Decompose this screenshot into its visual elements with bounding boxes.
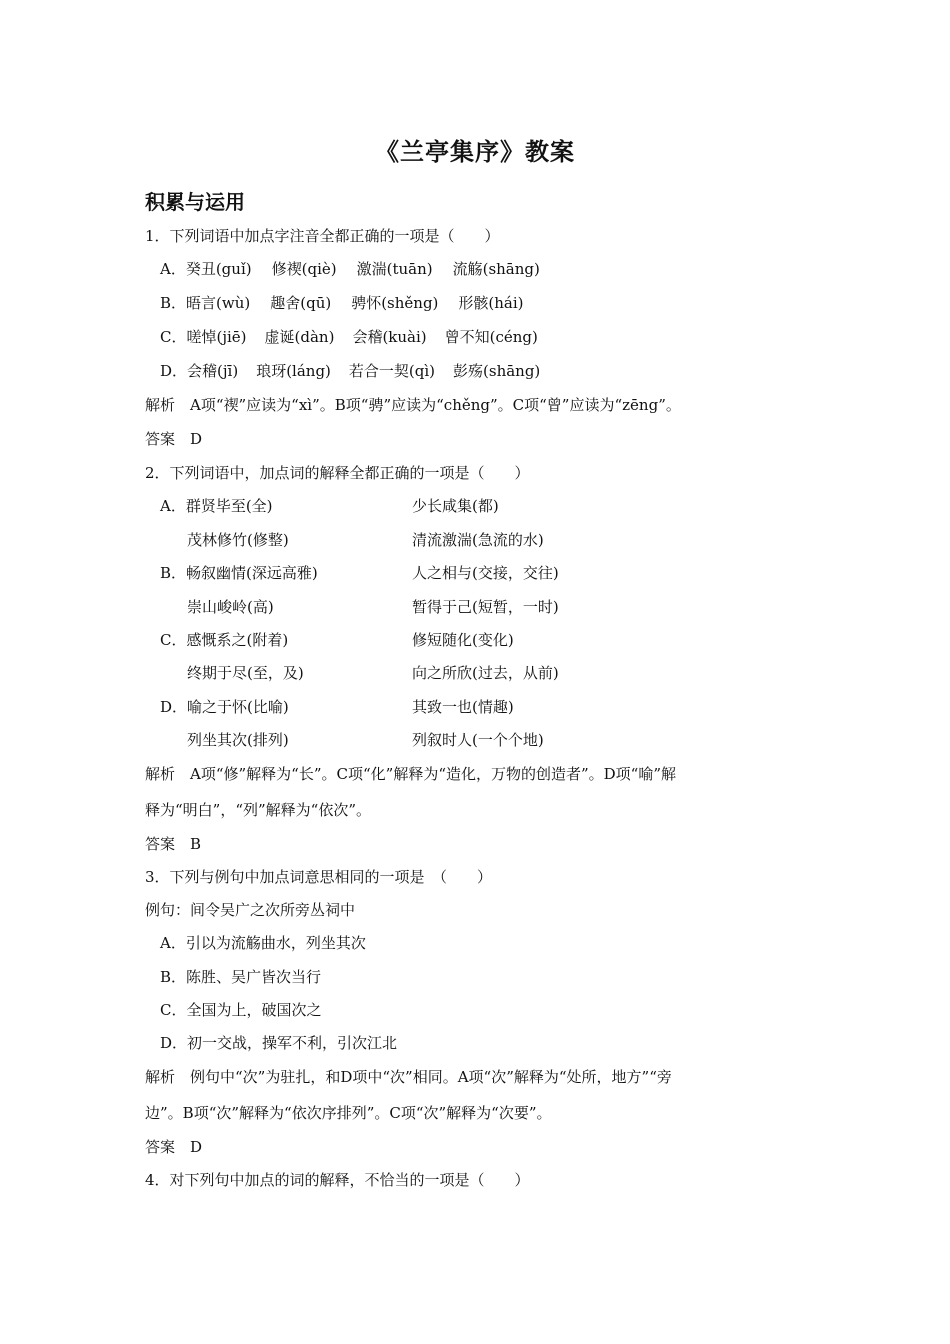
q4-stem: 4．对下列句中加点的词的解释，不恰当的一项是（ ） <box>145 1171 530 1189</box>
q2-d-right: 其致一也(情趣) <box>412 698 514 716</box>
document-title: 《兰亭集序》教案 <box>375 138 575 166</box>
q1-stem: 1．下列词语中加点字注音全都正确的一项是（ ） <box>145 227 500 245</box>
q1-analysis: 解析 A项“禊”应读为“xì”。B项“骋”应读为“chěng”。C项“曾”应读为“zēng”。 <box>145 396 681 414</box>
q2-analysis-line1: 解析 A项“修”解释为“长”。C项“化”解释为“造化，万物的创造者”。D项“喻”解 <box>145 765 677 783</box>
q2-c2-right: 向之所欣(过去，从前) <box>412 664 559 682</box>
q1-option-a: A．癸丑(guǐ) 修禊(qiè) 激湍(tuān) 流觞(shāng) <box>160 260 540 278</box>
q3-option-c: C．全国为上，破国次之 <box>160 1001 322 1019</box>
q2-c-left: C．感慨系之(附着) <box>160 631 289 649</box>
section-heading: 积累与运用 <box>145 190 245 214</box>
q2-stem: 2．下列词语中，加点词的解释全都正确的一项是（ ） <box>145 464 530 482</box>
q3-analysis-line2: 边”。B项“次”解释为“依次序排列”。C项“次”解释为“次要”。 <box>145 1104 552 1122</box>
q2-a2-left: 茂林修竹(修整) <box>187 531 289 549</box>
q2-a2-right: 清流激湍(急流的水) <box>412 531 544 549</box>
q2-d2-right: 列叙时人(一个个地) <box>412 731 544 749</box>
q1-option-d: D．会稽(jī) 琅玡(láng) 若合一契(qì) 彭殇(shāng) <box>160 362 541 380</box>
q2-analysis-line2: 释为“明白”，“列”解释为“依次”。 <box>145 801 372 819</box>
q1-answer: 答案 D <box>145 430 203 448</box>
q2-b-right: 人之相与(交接，交往) <box>412 564 559 582</box>
q2-b2-right: 暂得于己(短暂，一时) <box>412 598 559 616</box>
q2-b-left: B．畅叙幽情(深远高雅) <box>160 564 318 582</box>
q3-option-b: B．陈胜、吴广皆次当行 <box>160 968 322 986</box>
q2-d2-left: 列坐其次(排列) <box>187 731 289 749</box>
q1-option-b: B．晤言(wù) 趣舍(qū) 骋怀(shěng) 形骸(hái) <box>160 294 524 312</box>
q2-a-right: 少长咸集(都) <box>412 497 499 515</box>
q2-a-left: A．群贤毕至(全) <box>160 497 273 515</box>
q3-analysis-line1: 解析 例句中“次”为驻扎，和D项中“次”相同。A项“次”解释为“处所，地方”“旁 <box>145 1068 672 1086</box>
q3-stem: 3．下列与例句中加点词意思相同的一项是 （ ） <box>145 868 493 886</box>
q2-answer: 答案 B <box>145 835 202 853</box>
q2-d-left: D．喻之于怀(比喻) <box>160 698 289 716</box>
q3-example: 例句：间令吴广之次所旁丛祠中 <box>145 901 356 919</box>
q2-c-right: 修短随化(变化) <box>412 631 514 649</box>
q1-option-c: C．嗟悼(jiē) 虚诞(dàn) 会稽(kuài) 曾不知(céng) <box>160 328 538 346</box>
q2-b2-left: 崇山峻岭(高) <box>187 598 274 616</box>
q3-option-a: A．引以为流觞曲水，列坐其次 <box>160 934 366 952</box>
q3-option-d: D．初一交战，操军不利，引次江北 <box>160 1034 398 1052</box>
q2-c2-left: 终期于尽(至，及) <box>187 664 304 682</box>
q3-answer: 答案 D <box>145 1138 203 1156</box>
